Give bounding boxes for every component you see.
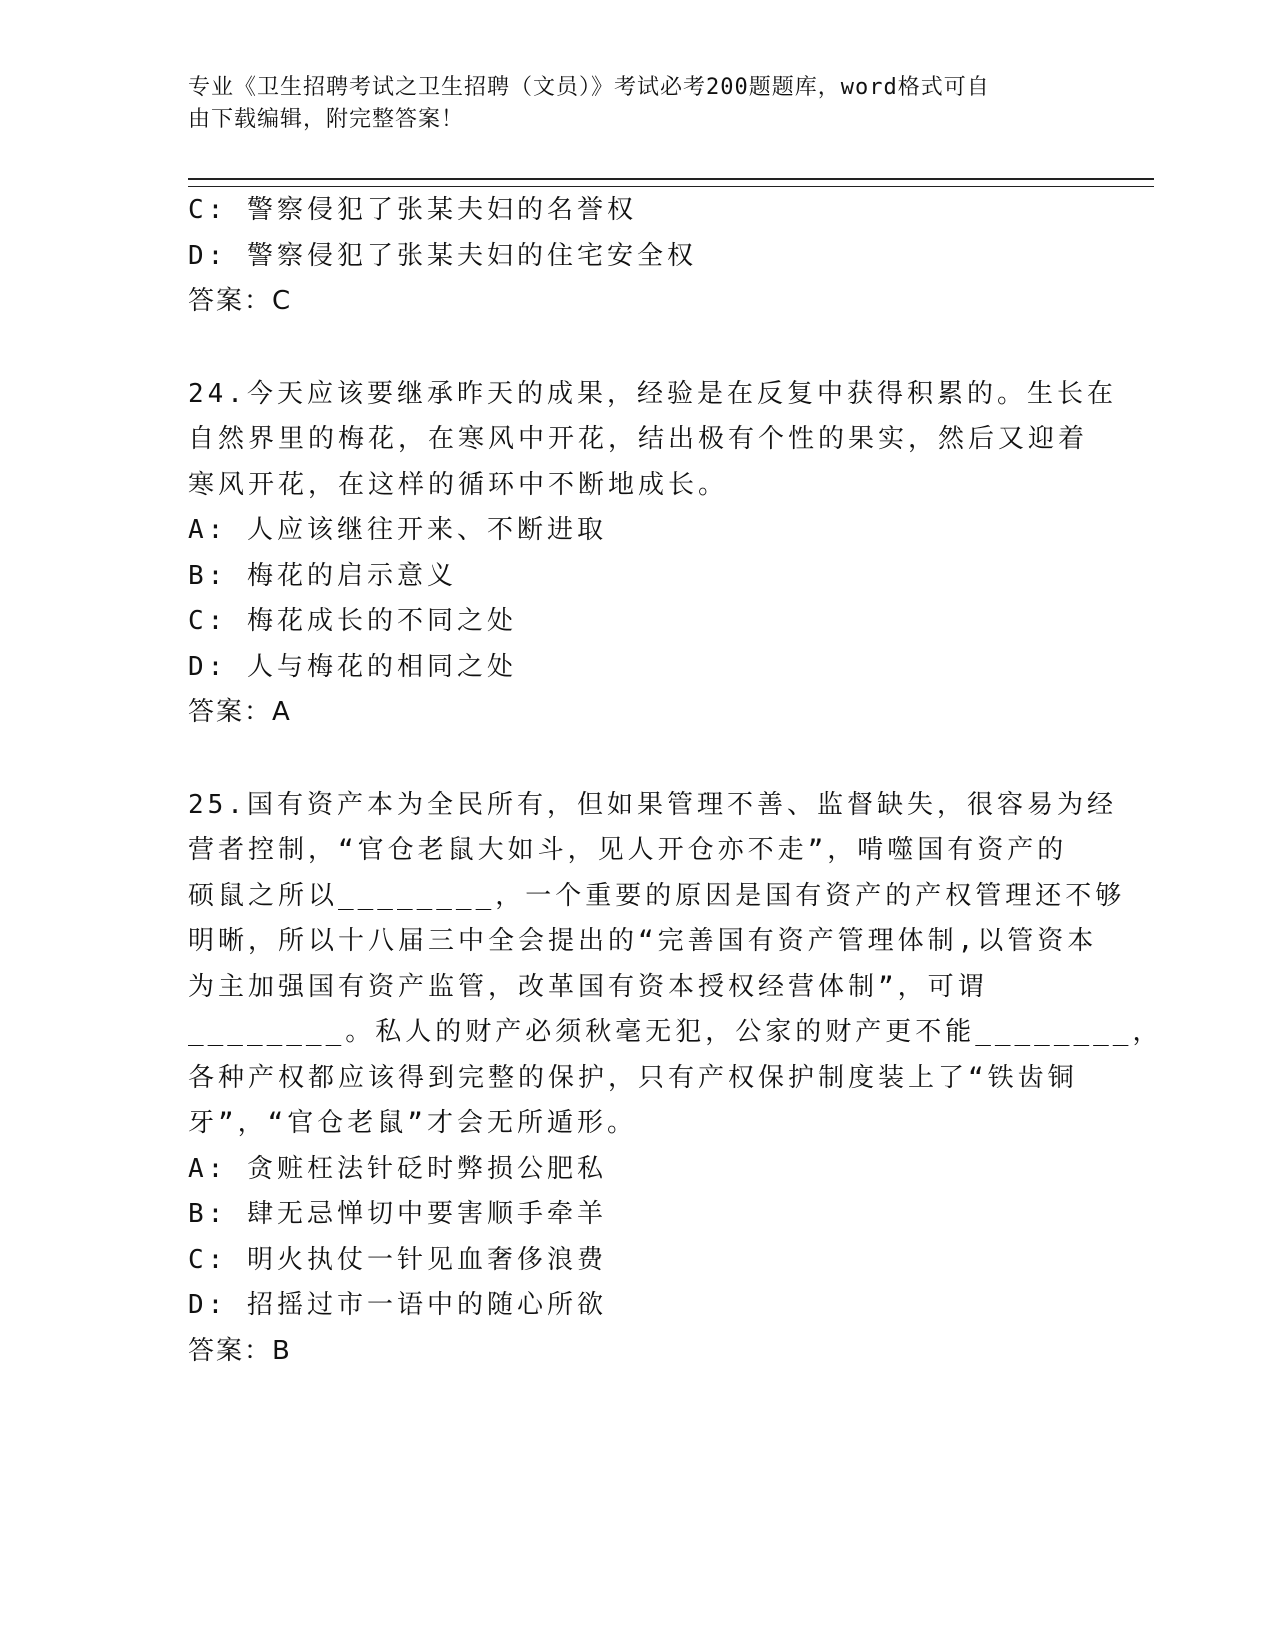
question-stem-line: 硕鼠之所以________，一个重要的原因是国有资产的产权管理还不够 [188,880,1126,911]
previous-question-tail [188,188,1088,325]
question-stem-line: 明晰，所以十八届三中全会提出的“完善国有资产管理体制,以管资本 [188,926,1098,956]
question-24 [188,372,1117,736]
option-b: B: 梅花的启示意义 [188,560,457,591]
question-stem-line: 24.今天应该要继承昨天的成果，经验是在反复中获得积累的。生长在 [188,378,1117,409]
option-c: C: 明火执仗一针见血奢侈浪费 [188,1244,607,1275]
option-d: D: 人与梅花的相同之处 [188,651,517,682]
option-a: A: 人应该继往开来、不断进取 [188,515,607,545]
option-b: B: 肆无忌惮切中要害顺手牵羊 [188,1199,607,1229]
header-line-1: 专业《卫生招聘考试之卫生招聘（文员）》考试必考200题题库，word格式可自 [188,75,990,100]
option-c: C: 警察侵犯了张某夫妇的名誉权 [188,195,637,225]
question-stem-line: 牙”，“官仓老鼠”才会无所遁形。 [188,1108,637,1138]
header-line-2: 由下载编辑，附完整答案！ [188,107,465,132]
question-stem [188,372,1117,509]
spacer [188,736,1088,783]
option-d: D: 招摇过市一语中的随心所欲 [188,1290,607,1320]
question-stem-line: 为主加强国有资产监管，改革国有资本授权经营体制”，可谓 [188,971,988,1002]
answer-line: 答案：B [188,1335,292,1366]
option-d: D: 警察侵犯了张某夫妇的住宅安全权 [188,240,697,271]
question-25 [188,783,1163,1375]
header-divider [188,178,1154,187]
question-stem [188,783,1163,1147]
question-stem-line: ________。私人的财产必须秋毫无犯，公家的财产更不能________， [188,1017,1163,1047]
answer-line: 答案：C [188,286,293,316]
question-stem-line: 营者控制，“官仓老鼠大如斗，见人开仓亦不走”，啃噬国有资产的 [188,835,1068,865]
question-stem-line: 寒风开花，在这样的循环中不断地成长。 [188,469,729,500]
spacer [188,325,1088,372]
page-header [188,72,1068,136]
answer-line: 答案：A [188,697,292,727]
option-a: A: 贪赃枉法针砭时弊损公肥私 [188,1153,607,1184]
question-stem-line: 自然界里的梅花，在寒风中开花，结出极有个性的果实，然后又迎着 [188,424,1089,454]
question-stem-line: 25.国有资产本为全民所有，但如果管理不善、监督缺失，很容易为经 [188,789,1117,820]
option-c: C: 梅花成长的不同之处 [188,606,517,636]
document-body [188,188,1163,1374]
question-stem-line: 各种产权都应该得到完整的保护，只有产权保护制度装上了“铁齿铜 [188,1062,1078,1093]
